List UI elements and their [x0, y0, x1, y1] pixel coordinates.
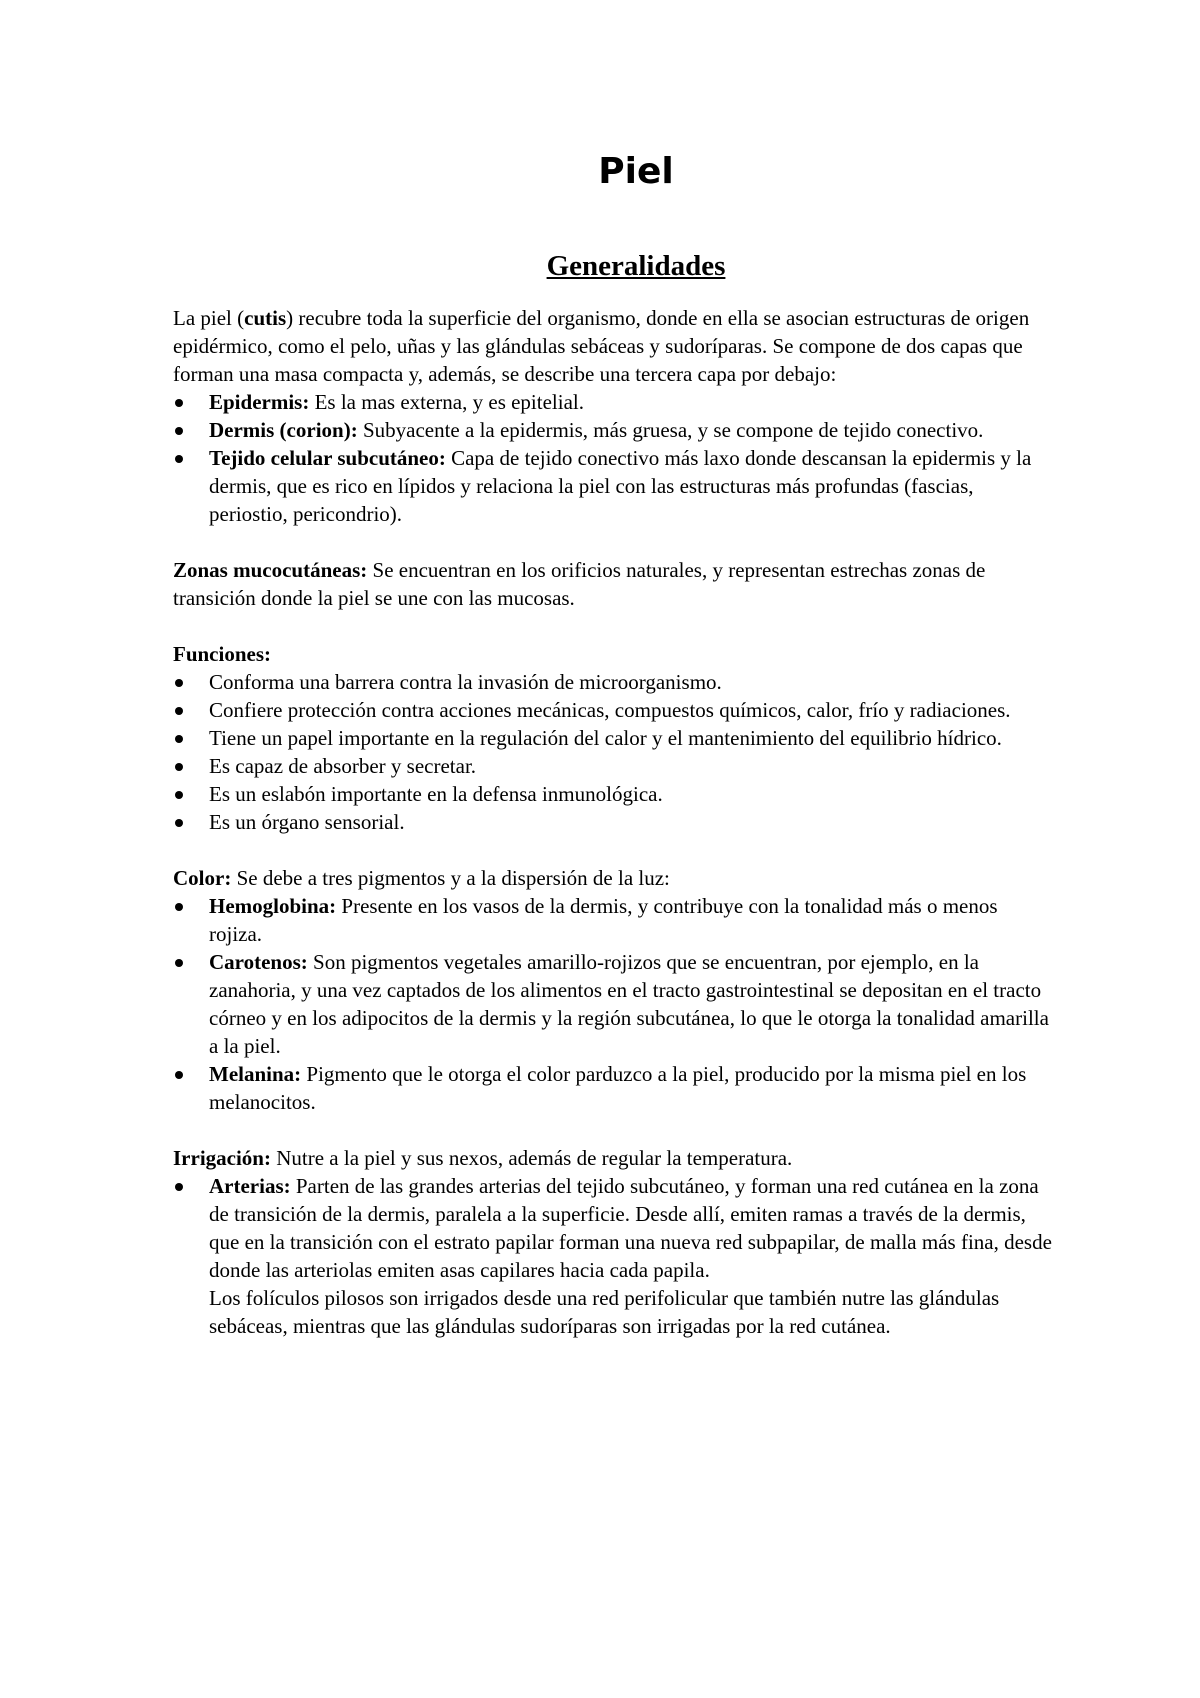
irrigacion-text: Nutre a la piel y sus nexos, además de regular la temperatura.: [270, 1146, 793, 1170]
funcion-text: Confiere protección contra acciones mecánicas, compuestos químicos, calor, frío y radiaciones.: [209, 698, 1011, 722]
funcion-item: [173, 668, 1053, 696]
layer-term: Epidermis:: [209, 390, 310, 414]
color-item-term: Melanina:: [209, 1062, 302, 1086]
intro-text-1: La piel (: [173, 306, 245, 330]
irrigacion-item-arterias: [173, 1172, 1053, 1340]
bullet-icon: [175, 791, 183, 799]
funcion-item: [173, 724, 1053, 752]
funcion-item: [173, 808, 1053, 836]
color-term: Color:: [173, 866, 232, 890]
intro-text-2: ) recubre toda la superficie del organismo, donde en ella se asocian estructuras de origen epidérmico, como el pelo, uñas y las glándulas sebáceas y sudoríparas. Se compone de dos capas que forman una masa compacta y, además, se describe una tercera capa por debajo:: [173, 306, 1030, 386]
layer-text: Capa de tejido conectivo más laxo donde descansan la epidermis y la dermis, que es rico en lípidos y relaciona la piel con las estructuras más profundas (fascias, periostio, pericondrio).: [209, 446, 1032, 526]
funciones-list: [173, 668, 1053, 836]
bullet-icon: [175, 735, 183, 743]
bullet-icon: [175, 427, 183, 435]
layer-item-dermis: [173, 416, 1053, 444]
zonas-text: Se encuentran en los orificios naturales, y representan estrechas zonas de transición donde la piel se une con las mucosas.: [173, 558, 986, 610]
layers-list: [173, 388, 1053, 528]
funcion-item: [173, 780, 1053, 808]
funciones-term: Funciones:: [173, 642, 272, 666]
intro-term-cutis: cutis: [244, 306, 287, 330]
bullet-icon: [175, 455, 183, 463]
bullet-icon: [175, 1071, 183, 1079]
irrigacion-term: Irrigación:: [173, 1146, 271, 1170]
layer-text: Subyacente a la epidermis, más gruesa, y se compone de tejido conectivo.: [357, 418, 984, 442]
bullet-icon: [175, 679, 183, 687]
funcion-item: [173, 696, 1053, 724]
color-item-carotenos: [173, 948, 1053, 1060]
funcion-text: Tiene un papel importante en la regulación del calor y el mantenimiento del equilibrio hídrico.: [209, 726, 1002, 750]
color-item-term: Carotenos:: [209, 950, 308, 974]
arterias-extra-text: Los folículos pilosos son irrigados desde una red perifolicular que también nutre las glándulas sebáceas, mientras que las glándulas sudoríparas son irrigadas por la red cutánea.: [209, 1286, 1000, 1338]
zonas-paragraph: [173, 556, 1053, 612]
intro-paragraph: [173, 304, 1053, 388]
arterias-text: Parten de las grandes arterias del tejido subcutáneo, y forman una red cutánea en la zona de transición de la dermis, paralela a la superficie. Desde allí, emiten ramas a través de la dermis, que en la transición con el estrato papilar forman una nueva red subpapilar, de malla más fina, desde donde las arteriolas emiten asas capilares hacia cada papila.: [209, 1174, 1052, 1282]
color-item-melanina: [173, 1060, 1053, 1116]
color-paragraph: [173, 864, 1053, 892]
bullet-icon: [175, 399, 183, 407]
layer-term: Tejido celular subcutáneo:: [209, 446, 446, 470]
arterias-term: Arterias:: [209, 1174, 291, 1198]
layer-text: Es la mas externa, y es epitelial.: [309, 390, 584, 414]
color-text: Se debe a tres pigmentos y a la dispersión de la luz:: [231, 866, 670, 890]
bullet-icon: [175, 707, 183, 715]
bullet-icon: [175, 959, 183, 967]
zonas-term: Zonas mucocutáneas:: [173, 558, 368, 582]
layer-item-epidermis: [173, 388, 1053, 416]
document-page: [173, 150, 1053, 1340]
irrigacion-list: [173, 1172, 1053, 1340]
funcion-text: Conforma una barrera contra la invasión de microorganismo.: [209, 670, 722, 694]
funcion-text: Es capaz de absorber y secretar.: [209, 754, 477, 778]
color-item-text: Son pigmentos vegetales amarillo-rojizos que se encuentran, por ejemplo, en la zanahoria, y una vez captados de los alimentos en el tracto gastrointestinal se depositan en el tracto córneo y en los adipocitos de la dermis y la región subcutánea, lo que le otorga la tonalidad amarilla a la piel.: [209, 950, 1049, 1058]
color-item-text: Pigmento que le otorga el color parduzco a la piel, producido por la misma piel en los melanocitos.: [209, 1062, 1027, 1114]
color-item-term: Hemoglobina:: [209, 894, 337, 918]
bullet-icon: [175, 763, 183, 771]
color-list: [173, 892, 1053, 1116]
bullet-icon: [175, 819, 183, 827]
layer-term: Dermis (corion):: [209, 418, 358, 442]
layer-item-subcutaneo: [173, 444, 1053, 528]
funciones-heading: [173, 640, 1053, 668]
funcion-text: Es un órgano sensorial.: [209, 810, 405, 834]
bullet-icon: [175, 1183, 183, 1191]
section-title-generalidades: Generalidades: [546, 250, 726, 282]
funcion-text: Es un eslabón importante en la defensa inmunológica.: [209, 782, 663, 806]
page-title: Piel: [598, 151, 674, 192]
bullet-icon: [175, 903, 183, 911]
funcion-item: [173, 752, 1053, 780]
color-item-hemoglobina: [173, 892, 1053, 948]
irrigacion-paragraph: [173, 1144, 1053, 1172]
color-item-text: Presente en los vasos de la dermis, y contribuye con la tonalidad más o menos rojiza.: [209, 894, 998, 946]
